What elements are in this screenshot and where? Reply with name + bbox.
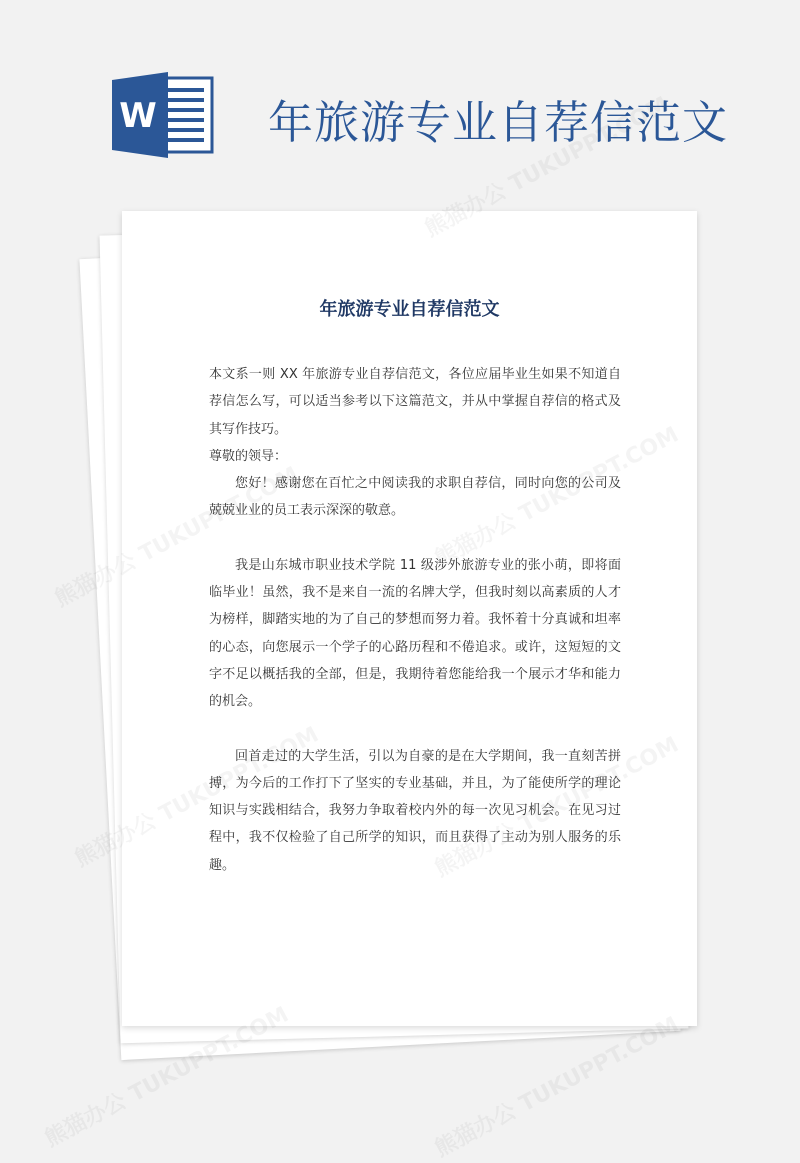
document-body	[209, 361, 621, 879]
banner-title: 年旅游专业自荐信范文	[268, 96, 729, 149]
document-title: 年旅游专业自荐信范文	[319, 299, 500, 320]
document-page	[122, 211, 697, 1026]
svg-text:W: W	[119, 96, 157, 136]
salutation: 尊敬的领导：	[209, 448, 288, 464]
body-paragraph: 您好！感谢您在百忙之中阅读我的求职自荐信，同时向您的公司及兢兢业业的员工表示深深的敬意。	[209, 476, 621, 519]
body-paragraph: 我是山东城市职业技术学院 11 级涉外旅游专业的张小萌，即将面临毕业！虽然，我不是来自一流的名牌大学，但我时刻以高素质的人才为榜样，脚踏实地的为了自己的梦想而努力着。我怀着十分真诚和坦率的心态，向您展示一个学子的心路历程和不倦追求。或许，这短短的文字不足以概括我的全部，但是，我期待着您能给我一个展示才华和能力的机会。	[209, 557, 621, 710]
intro-paragraph: 本文系一则 XX 年旅游专业自荐信范文，各位应届毕业生如果不知道自荐信怎么写，可以适当参考以下这篇范文，并从中掌握自荐信的格式及其写作技巧。	[209, 367, 621, 437]
body-paragraph: 回首走过的大学生活，引以为自豪的是在大学期间，我一直刻苦拼搏，为今后的工作打下了坚实的专业基础，并且，为了能使所学的理论知识与实践相结合，我努力争取着校内外的每一次见习机会。在见习过程中，我不仅检验了自己所学的知识，而且获得了主动为别人服务的乐趣。	[209, 748, 621, 873]
word-document-icon	[112, 72, 214, 158]
